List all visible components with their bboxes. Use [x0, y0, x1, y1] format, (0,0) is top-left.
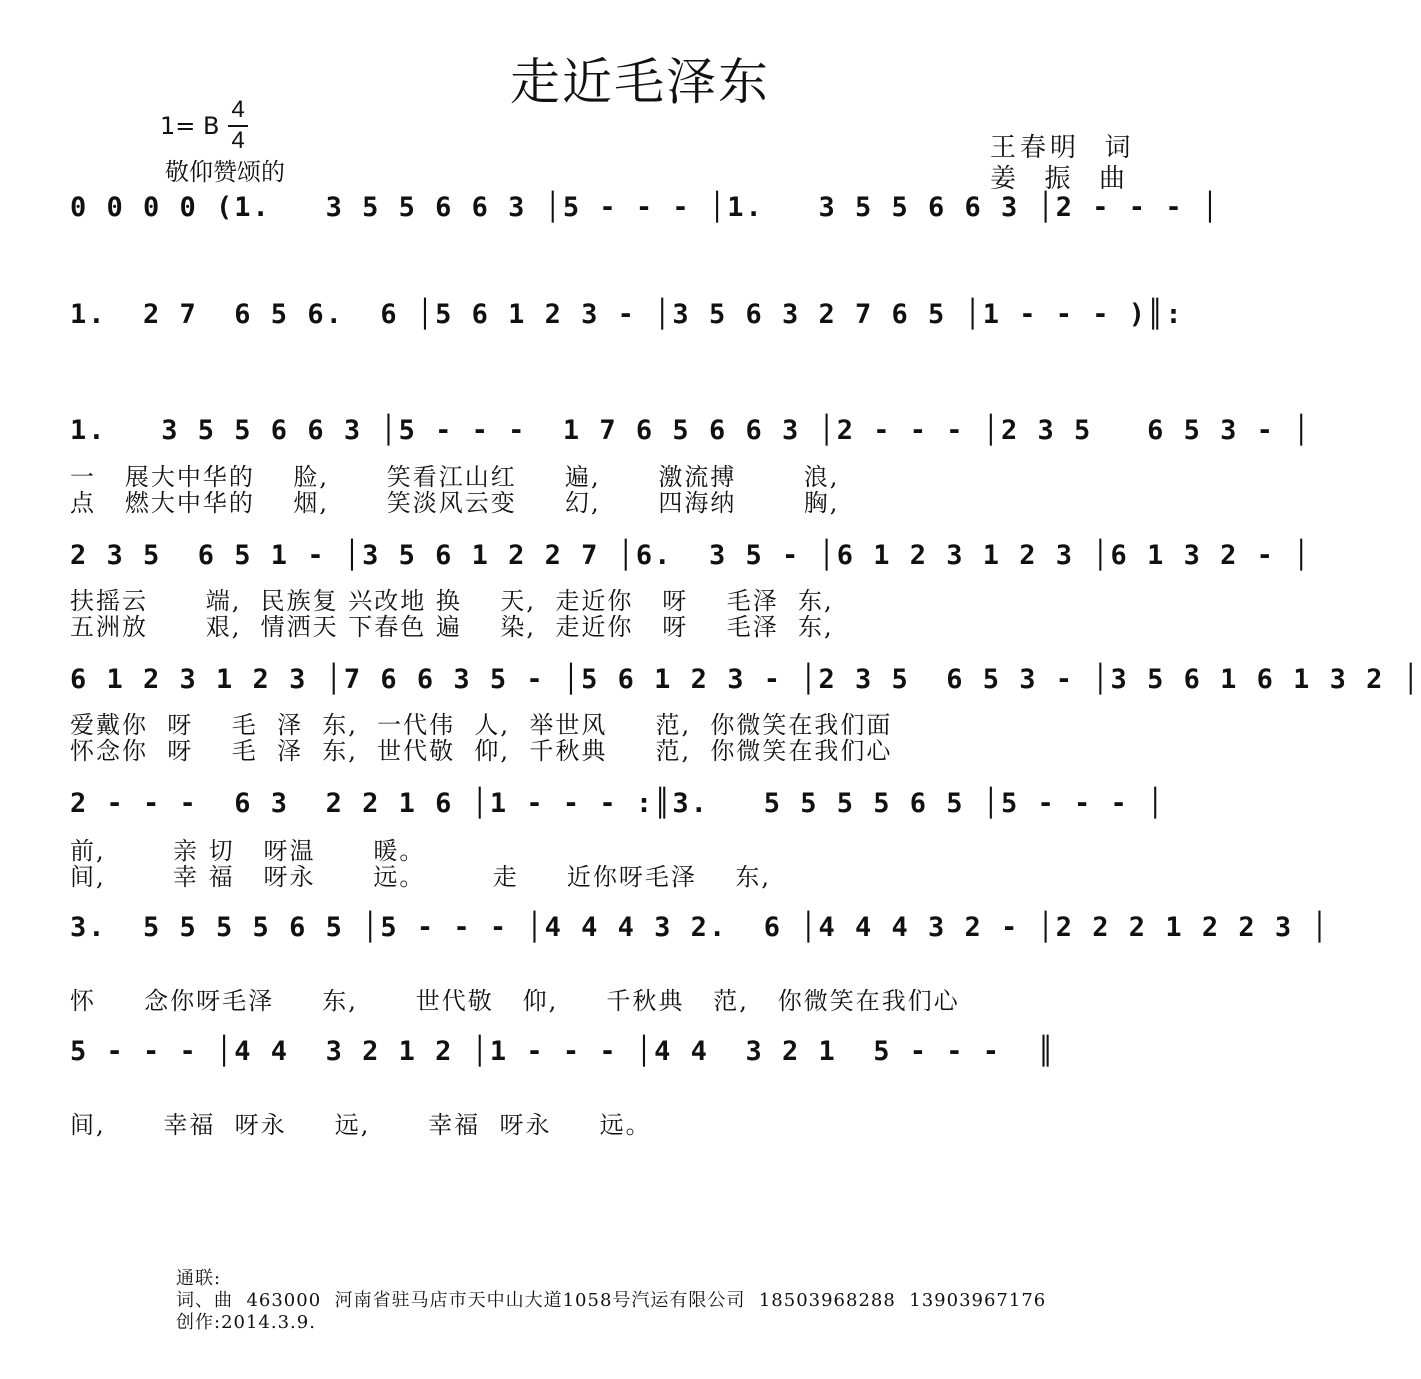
lyricist-credit: 王春明 词: [990, 133, 1135, 163]
composer-credit: 姜 振 曲: [990, 164, 1130, 194]
key-signature: 1= B: [160, 112, 220, 140]
footer-date: 创作:2014.3.9.: [176, 1312, 316, 1333]
lyric-line: 怀 念你呀毛泽 东, 世代敬 仰, 千秋典 范, 你微笑在我们心: [70, 987, 960, 1015]
lyric-verse-2: 怀念你 呀 毛 泽 东, 世代敬 仰, 千秋典 范, 你微笑在我们心: [70, 737, 893, 765]
time-signature-bottom: 4: [231, 127, 245, 154]
notes: 6 1 2 3 1 2 3 │7 6 6 3 5 - │5 6 1 2 3 - │2 3 5 6 5 3 - │3 5 6 1 6 1 3 2 │: [70, 664, 1421, 695]
notation-line-1: [70, 178, 1221, 238]
notes: 2 - - - 6 3 2 2 1 6 │1 - - - :║3. 5 5 5 5 6 5 │5 - - - │: [70, 788, 1166, 819]
lyric-verse-1: 爱戴你 呀 毛 泽 东, 一代伟 人, 举世风 范, 你微笑在我们面: [70, 711, 893, 739]
notes: 1. 2 7 6 5 6. 6 │5 6 1 2 3 - │3 5 6 3 2 7 6 5 │1 - - - )║:: [70, 299, 1184, 330]
notation-line-8: [70, 1022, 1210, 1082]
lyric-verse-1: 前, 亲 切 呀温 暖。: [70, 837, 426, 865]
notation-line-4: [70, 526, 1312, 586]
lyric-verse-1: 扶摇云 端, 民族复 兴改地 换 天, 走近你 呀 毛泽 东,: [70, 587, 834, 615]
notation-line-3: [70, 401, 1312, 461]
notation-line-7: [70, 898, 1330, 958]
notation-line-5: [70, 650, 1421, 710]
notation-line-6: [70, 774, 1210, 834]
lyric-verse-2: 五洲放 艰, 情洒天 下春色 遍 染, 走近你 呀 毛泽 东,: [70, 613, 834, 641]
lyric-verse-2: 点 燃大中华的 烟, 笑淡风云变 幻, 四海纳 胸,: [70, 489, 840, 517]
lyric-line: 间, 幸福 呀永 远, 幸福 呀永 远。: [70, 1111, 652, 1139]
lyric-verse-2: 间, 幸 福 呀永 远。 走 近你呀毛泽 东,: [70, 863, 772, 891]
notes: 1. 3 5 5 6 6 3 │5 - - - 1 7 6 5 6 6 3 │2 - - - │2 3 5 6 5 3 - │: [70, 415, 1312, 446]
notes: 2 3 5 6 5 1 - │3 5 6 1 2 2 7 │6. 3 5 - │6 1 2 3 1 2 3 │6 1 3 2 - │: [70, 540, 1312, 571]
notation-line-2: [70, 285, 1210, 345]
lyric-verse-1: 一 展大中华的 脸, 笑看江山红 遍, 激流搏 浪,: [70, 463, 840, 491]
footer-label: 通联:: [176, 1268, 222, 1289]
notes: 0 0 0 0 (1. 3 5 5 6 6 3 │5 - - - │1. 3 5 5 6 6 3 │2 - - - │: [70, 192, 1221, 223]
time-signature-top: 4: [231, 96, 245, 123]
song-title: 走近毛泽东: [510, 53, 770, 111]
notes: 3. 5 5 5 5 6 5 │5 - - - │4 4 4 3 2. 6 │4 4 4 3 2 - │2 2 2 1 2 2 3 │: [70, 912, 1330, 943]
notes: 5 - - - │4 4 3 2 1 2 │1 - - - │4 4 3 2 1 5 - - - ║: [70, 1036, 1056, 1067]
expression-mark: 敬仰赞颂的: [165, 158, 285, 186]
footer-contact: 词、曲 463000 河南省驻马店市天中山大道1058号汽运有限公司 18503968288 13903967176: [176, 1290, 1047, 1311]
